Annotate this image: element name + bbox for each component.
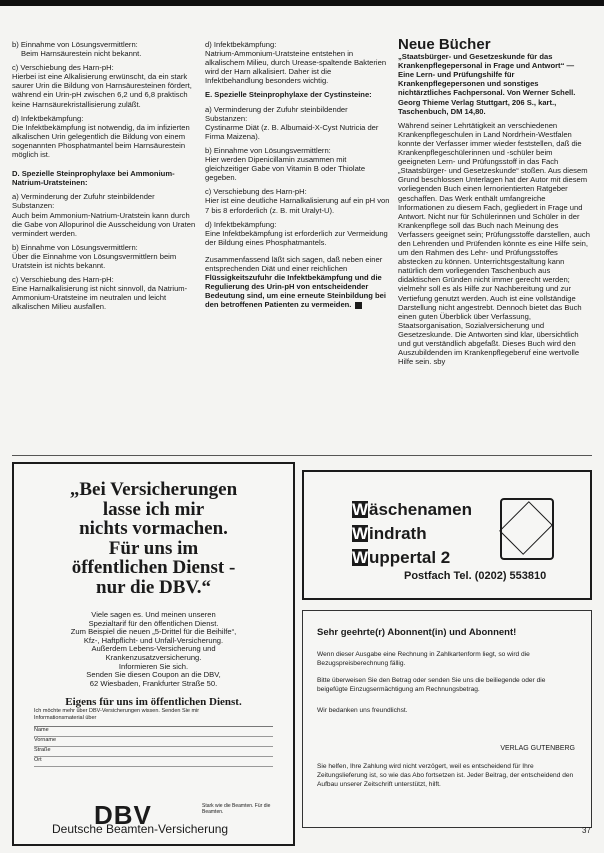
item-label: c) Verschiebung des Harn-pH: [205, 187, 307, 197]
coupon-field-firstname[interactable]: Vorname [34, 737, 273, 747]
coupon-field-city[interactable]: Ort [34, 757, 273, 767]
end-square-icon [355, 302, 362, 309]
section-title: Neue Bücher [398, 36, 491, 53]
dbv-advertisement [12, 462, 295, 846]
notice-publisher: VERLAG GUTENBERG [500, 745, 575, 752]
coupon-field-street[interactable]: Straße [34, 747, 273, 757]
item-label: d) Infektbekämpfung: [205, 40, 277, 49]
dbv-logo-subtitle: Deutsche Beamten-Versicherung [52, 822, 229, 836]
book-reference: „Staatsbürger- und Gesetzeskunde für das Krankenpflegepersonal in Frage und Antwort“ — Eine Lern- und Prüfungshilfe für Krankenpflegepersonen und sonstiges nichtärztliches Fachpersonal. Von Werner Schell. Georg Thieme Verlag Stuttgart, 206 S., kart., Taschenbuch, DM 14,80. [398, 52, 576, 116]
ad-row-1: Wäschenamen [352, 500, 472, 519]
item-label: c) Verschiebung des Harn-pH: [12, 63, 114, 73]
coupon-fields[interactable] [34, 726, 273, 771]
dbv-logo-tagline: Stark wie die Beamten. Für die Beamten. [202, 803, 271, 815]
item-text: Hierbei ist eine Alkalisierung erwünscht, da ein stark saurer Urin die Bildung von Harnsäuresteinen fördert, während ein Urin-pH zwischen 6,2 und 6,8 praktisch keine Harnsäurekristallisierung zuläßt. [12, 72, 192, 109]
item-label: b) Einnahme von Lösungsvermittlern: [12, 242, 138, 252]
notice-paragraph-4: Sie helfen, Ihre Zahlung wird nicht verzögert, weil es entscheidend für Ihre Zeitungslieferung ist, so wie das Abo fortsetzen ist. Jeder Beitrag, der entscheidend den Aufbau unserer Zeitschrift unterstützt, hilft. [317, 763, 574, 788]
item-text: Eine Infektbekämpfung ist erforderlich zur Vermeidung der Bildung eines Phosphatmantels. [205, 228, 388, 247]
ad-body-text: Viele sagen es. Und meinen unseren Spezialtarif für den öffentlichen Dienst. Zum Beispiel die neuen „5-Drittel für die Beihilfe“, Kfz-, Haftpflicht- und Unfall-Versicherung. Außerdem Lebens-Versicherung und Krankenzusatzversicherung. Informieren Sie sich. Senden Sie diesen Coupon an die DBV, 62 Wiesbaden, Frankfurter Straße 50. [70, 610, 237, 688]
notice-paragraph-2: Bitte überweisen Sie den Betrag oder senden Sie uns die beiliegende oder die beigefügte Einzugsermächtigung am Rechnungsbetrag. [317, 677, 546, 693]
item-text: Hier werden Dipenicillamin zusammen mit gleichzeitiger Gabe von Vitamin B oder Thiolate gegeben. [205, 155, 366, 183]
page-number: 37 [582, 826, 591, 835]
item-text: Hier ist eine deutliche Harnalkalisierung auf ein pH von 7 bis 8 erforderlich (z. B. mit Uralyt-U). [205, 196, 390, 215]
item-text: Cystinarme Diät (z. B. Albumaid-X-Cyst Nutricia der Firma Maizena). [205, 122, 379, 141]
item-text: Eine Harnalkalisierung ist nicht sinnvoll, da Natrium-Ammonium-Uratsteine im neutralen und leicht alkalischen Milieu ausfallen. [12, 284, 188, 312]
item-label: a) Verminderung der Zufuhr steinbildender Substanzen: [12, 192, 155, 211]
coupon-title: Eigens für uns im öffentlichen Dienst. [65, 696, 242, 709]
notice-paragraph-3: Wir bedanken uns freundlichst. [317, 707, 408, 714]
section-heading: D. Spezielle Steinprophylaxe bei Ammonium-Natrium-Uratsteinen: [12, 169, 175, 188]
emblem-icon [500, 498, 554, 560]
review-signature: sby [433, 357, 446, 367]
waeschenamen-advertisement [302, 470, 592, 600]
section-heading: E. Spezielle Steinprophylaxe der Cystinsteine: [205, 90, 372, 100]
dbv-logo: DBV [94, 800, 152, 830]
item-label: b) Einnahme von Lösungsvermittlern: [205, 145, 331, 155]
item-text: Natrium-Ammonium-Uratsteine entstehen in alkalischem Milieu, durch Urease-spaltende Bakterien wird der Harn alkalisiert. Daher ist die Infektbehandlung besonders wichtig. [205, 49, 387, 86]
top-edge-bar [0, 0, 604, 6]
item-text: Beim Harnsäurestein nicht bekannt. [21, 49, 142, 59]
coupon-intro-2: Informationsmaterial über [34, 715, 97, 722]
coupon-field-name[interactable]: Name [34, 727, 273, 737]
review-text: Während seiner Lehrtätigkeit an verschiedenen Krankenpflegeschulen in Land Nordrhein-Westfalen konnte der Verfasser immer wieder feststellen, daß die Krankenpflegeschülerinnen und -schüler beim geeigneten Lern- und Prüfungsstoff in das Fach „Staatsbürger- und Gesetzeskunde“ stoßen. Aus diesem Grund beschlossen Unterlagen hat der Autor mit diesem vorliegenden Buch einen lernorientierten Ratgeber geschaffen. Das Werk enthält umfangreiche Informationen zu diesem Fach, gegliedert in Frage und Antwort. Nicht nur für Schülerinnen und Schüler in der Krankenpflege soll das Buch nach Meinung des Verfassers geeignet sein; Prüfungsstoffe darstellen, auch den Lehrenden und Prüfenden könnte es eine Hilfe sein, um den Rahmen des Lehr- und Prüfungsstoffes abstecken zu können. Unterrichtsgestaltung kann natürlich dem vorliegenden Taschenbuch aus didaktischen Gründen nicht immer gerecht werden; vielmehr soll es als Hilfe zur Nachbereitung und zur Vertiefung genutzt werden. Auch ist eine vollständige Darstellung nicht angestrebt. Dennoch bietet das Buch einen guten Überblick über Verfassung, Staatsorganisation, Sozialversicherung und Gesetzeskunde. Die Antworten sind klar, übersichtlich und gut verständlich abgefaßt. Dieses Buch wird den Auszubildenden im Krankenpflegeberuf eine wertvolle Hilfe sein. sby [398, 120, 590, 367]
ad-row-2: Windrath [352, 524, 427, 543]
item-label: b) Einnahme von Lösungsvermittlern: [12, 40, 138, 49]
summary-bold-text: Flüssigkeitszufuhr die Infektbekämpfung und die Regulierung des Urin-pH von entscheidender Bedeutung sind, um eine erneute Steinbildung bei den betroffenen Patienten zu vermeiden. [205, 273, 386, 310]
subscriber-notice [302, 610, 592, 828]
item-label: c) Verschiebung des Harn-pH: [12, 275, 114, 285]
divider [12, 455, 592, 456]
ad-row-3: Wuppertal 2 [352, 548, 451, 567]
ad-headline: „Bei Versicherungen lasse ich mir nichts vormachen. Für uns im öffentlichen Dienst - nur die DBV.“ [69, 479, 238, 598]
item-label: a) Verminderung der Zufuhr steinbildender Substanzen: [205, 104, 348, 123]
article-column-2 [205, 40, 391, 314]
item-text: Die Infektbekämpfung ist notwendig, da im infizierten alkalischen Urin gelegentlich die Bildung von einem sogenannten Phosphatmantel beim Harnsäurestein möglich ist. [12, 122, 190, 160]
notice-title: Sehr geehrte(r) Abonnent(in) und Abonnent! [317, 627, 517, 638]
notice-paragraph-1: Wenn dieser Ausgabe eine Rechnung in Zahlkartenform liegt, so wird die Bezugspreisberechnung fällig. [317, 651, 530, 667]
article-column-1 [12, 40, 198, 316]
item-label: d) Infektbekämpfung: [205, 219, 277, 229]
summary-text: Zusammenfassend läßt sich sagen, daß neben einer entsprechenden Diät und einer reichlichen [205, 254, 383, 273]
ad-coupon[interactable] [34, 696, 273, 771]
item-label: d) Infektbekämpfung: [12, 113, 84, 123]
book-review-column [398, 36, 592, 371]
item-text: Über die Einnahme von Lösungsvermittlern beim Uratstein ist nichts bekannt. [12, 251, 177, 270]
ad-contact: Postfach Tel. (0202) 553810 [404, 570, 547, 582]
item-text: Auch beim Ammonium-Natrium-Uratstein kann durch die Gabe von Allopurinol die Ausscheidung von Uraten vermindert werden. [12, 210, 196, 238]
coupon-intro: Ich möchte mehr über DBV-Versicherungen wissen. Senden Sie mir [34, 708, 200, 715]
